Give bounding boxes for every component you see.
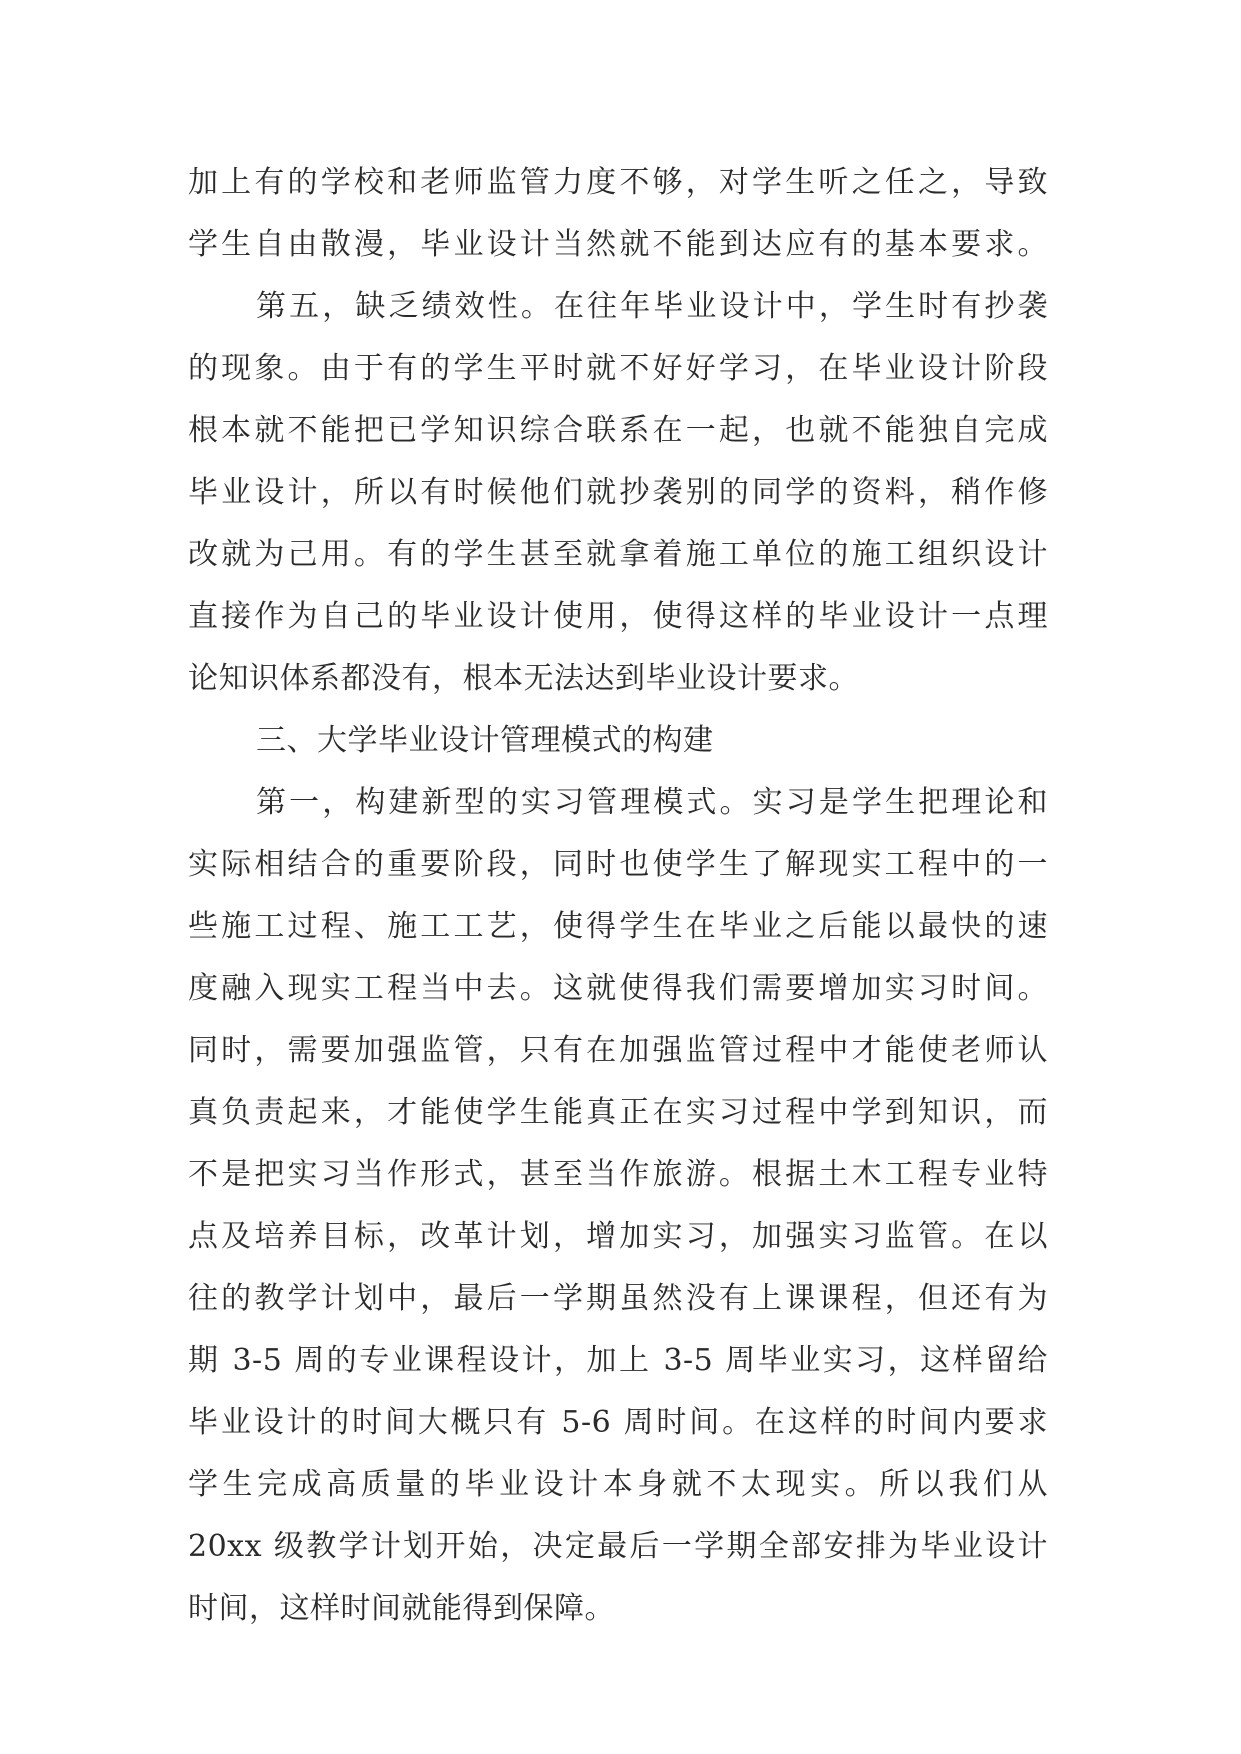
text-line-16: 真负责起来，才能使学生能真正在实习过程中学到知识，而 — [188, 1095, 1048, 1130]
text-line-9: 论知识体系都没有，根本无法达到毕业设计要求。 — [188, 661, 859, 696]
text-line-15: 同时，需要加强监管，只有在加强监管过程中才能使老师认 — [188, 1033, 1048, 1068]
section-heading: 三、大学毕业设计管理模式的构建 — [256, 723, 714, 758]
text-line-20: 期 3-5 周的专业课程设计，加上 3-5 周毕业实习，这样留给 — [188, 1343, 1048, 1378]
text-line-22: 学生完成高质量的毕业设计本身就不太现实。所以我们从 — [188, 1467, 1048, 1502]
text-line-18: 点及培养目标，改革计划，增加实习，加强实习监管。在以 — [188, 1219, 1048, 1254]
text-line-14: 度融入现实工程当中去。这就使得我们需要增加实习时间。 — [188, 971, 1048, 1006]
text-line-1: 加上有的学校和老师监管力度不够，对学生听之任之，导致 — [188, 165, 1048, 200]
text-line-5: 根本就不能把已学知识综合联系在一起，也就不能独自完成 — [188, 413, 1048, 448]
text-line-7: 改就为己用。有的学生甚至就拿着施工单位的施工组织设计 — [188, 537, 1048, 572]
text-line-11: 第一，构建新型的实习管理模式。实习是学生把理论和 — [256, 785, 1048, 820]
text-line-21: 毕业设计的时间大概只有 5-6 周时间。在这样的时间内要求 — [188, 1405, 1048, 1440]
text-line-12: 实际相结合的重要阶段，同时也使学生了解现实工程中的一 — [188, 847, 1048, 882]
text-line-6: 毕业设计，所以有时候他们就抄袭别的同学的资料，稍作修 — [188, 475, 1048, 510]
body-text — [188, 152, 1068, 1640]
text-line-3: 第五，缺乏绩效性。在往年毕业设计中，学生时有抄袭 — [256, 289, 1048, 324]
text-line-2: 学生自由散漫，毕业设计当然就不能到达应有的基本要求。 — [188, 227, 1048, 262]
text-line-13: 些施工过程、施工工艺，使得学生在毕业之后能以最快的速 — [188, 909, 1048, 944]
text-line-19: 往的教学计划中，最后一学期虽然没有上课课程，但还有为 — [188, 1281, 1048, 1316]
text-line-23: 20xx 级教学计划开始，决定最后一学期全部安排为毕业设计 — [188, 1529, 1048, 1564]
text-line-4: 的现象。由于有的学生平时就不好好学习，在毕业设计阶段 — [188, 351, 1048, 386]
text-line-17: 不是把实习当作形式，甚至当作旅游。根据土木工程专业特 — [188, 1157, 1048, 1192]
text-line-24: 时间，这样时间就能得到保障。 — [188, 1591, 615, 1626]
text-line-8: 直接作为自己的毕业设计使用，使得这样的毕业设计一点理 — [188, 599, 1048, 634]
